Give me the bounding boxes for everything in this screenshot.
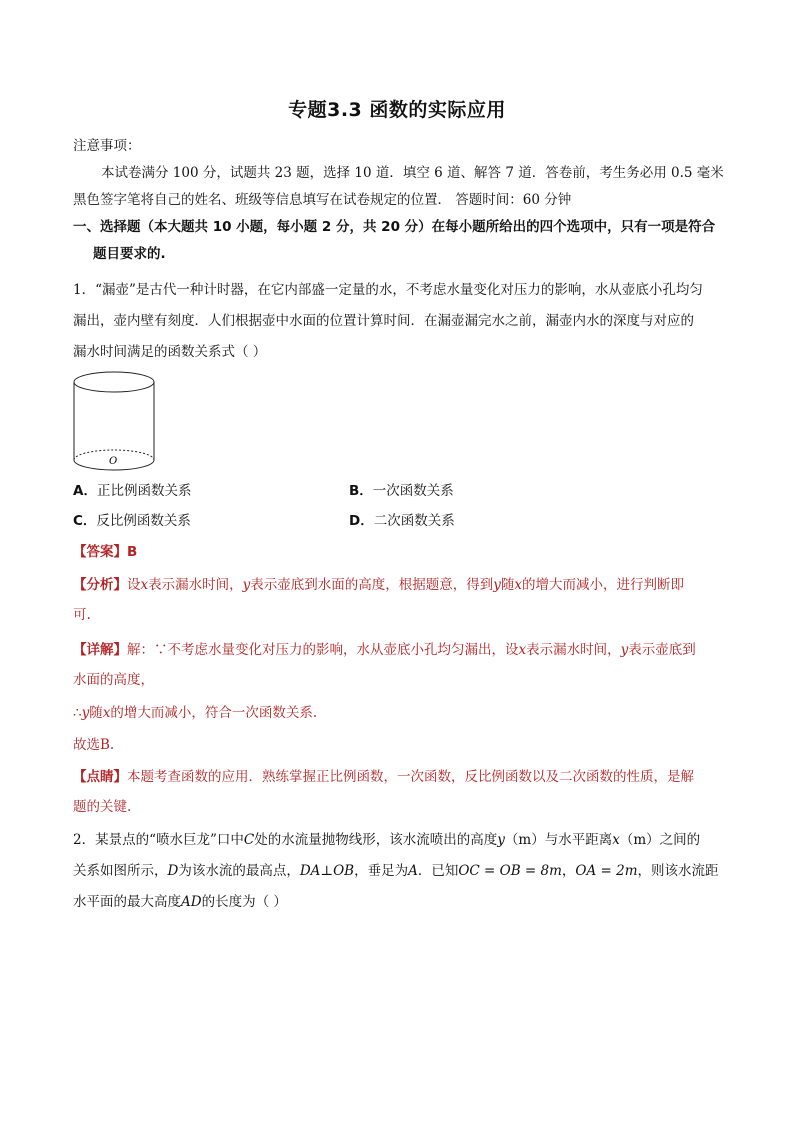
- answer-line: [73, 543, 733, 561]
- comment-line-1: [73, 768, 733, 786]
- option-a-letter: A．: [73, 483, 97, 499]
- detail-text: 的增大而减小，符合一次函数关系.: [110, 705, 318, 721]
- analysis-text: 的增大而减小，进行判断即: [522, 577, 685, 593]
- answer-value: B: [127, 544, 138, 560]
- option-c-letter: C．: [73, 513, 97, 529]
- detail-line-1: [73, 641, 733, 659]
- q2-text: 2．某景点的“喷水巨龙”口中: [73, 832, 244, 848]
- q2-text: 关系如图所示，: [73, 863, 168, 879]
- detail-text: 表示壶底到: [628, 642, 696, 658]
- formula-da-perp-ob: DA⊥OB: [299, 863, 355, 879]
- analysis-text: 随: [500, 577, 515, 593]
- var-y: y: [242, 577, 251, 593]
- var-a: A: [408, 863, 418, 879]
- q2-text: 为该水流的最高点，: [178, 863, 300, 879]
- figure-label-o: O: [109, 456, 118, 467]
- var-x: x: [518, 642, 527, 658]
- question-1-line-1: 1．“漏壶”是古代一种计时器，在它内部盛一定量的水，不考虑水量变化对压力的影响，水从壶底小孔均匀: [73, 282, 703, 298]
- option-d-letter: D．: [349, 513, 374, 529]
- detail-tag: 【详解】: [73, 642, 127, 658]
- therefore-symbol: ∴: [73, 705, 82, 721]
- notice-line-2: 黑色签字笔将自己的姓名、班级等信息填写在试卷规定的位置． 答题时间：60 分钟: [73, 192, 572, 208]
- detail-text: 随: [89, 705, 103, 721]
- analysis-text: 表示漏水时间，: [148, 577, 243, 593]
- detail-text: 表示漏水时间，: [526, 642, 621, 658]
- var-x: x: [612, 832, 620, 848]
- q2-text: （m）之间的: [619, 832, 701, 848]
- page-title: 专题3.3 函数的实际应用: [288, 99, 506, 121]
- question-1-line-2: 漏出，壶内壁有刻度．人们根据壶中水面的位置计算时间．在漏壶漏完水之前，漏壶内水的深度与对应的: [73, 313, 694, 329]
- option-d-text: 二次函数关系: [373, 513, 455, 529]
- analysis-line-1: [73, 576, 733, 594]
- option-c-text: 反比例函数关系: [96, 513, 191, 529]
- option-b: [349, 482, 454, 500]
- analysis-tag: 【分析】: [73, 577, 127, 593]
- var-x: x: [514, 577, 523, 593]
- section-heading-1: 一、选择题（本大题共 10 小题，每小题 2 分，共 20 分）在每小题所给出的四个选项中，只有一项是符合: [73, 219, 716, 235]
- q2-text: ，则该水流距: [637, 863, 719, 879]
- var-y: y: [620, 642, 629, 658]
- var-y: y: [493, 577, 501, 593]
- analysis-line-2: 可.: [73, 607, 91, 623]
- comment-tag: 【点睛】: [73, 769, 127, 785]
- notice-heading: 注意事项：: [73, 138, 141, 154]
- question-2-line-3: [73, 893, 733, 911]
- q2-text: （m）与水平距离: [504, 832, 613, 848]
- analysis-text: 设: [127, 577, 141, 593]
- answer-tag: 【答案】: [73, 544, 127, 560]
- formula-oa: OA = 2m: [575, 863, 638, 879]
- var-y: y: [81, 705, 90, 721]
- detail-text: 解：∵不考虑水量变化对压力的影响，水从壶底小孔均匀漏出，设: [127, 642, 519, 658]
- var-ad: AD: [181, 894, 202, 910]
- comment-line-2: 题的关键.: [73, 799, 132, 815]
- cylinder-figure: [71, 370, 159, 474]
- comment-text: 本题考查函数的应用．熟练掌握正比例函数，一次函数，反比例函数以及二次函数的性质，是解: [127, 769, 694, 785]
- question-2-line-1: [73, 831, 733, 849]
- option-a-text: 正比例函数关系: [96, 483, 192, 499]
- section-heading-2: 题目要求的.: [93, 246, 166, 262]
- var-x: x: [140, 577, 149, 593]
- q2-text: ，: [561, 863, 576, 879]
- option-b-text: 一次函数关系: [372, 483, 454, 499]
- detail-line-2: 水面的高度，: [73, 672, 154, 688]
- question-1-line-3: 漏水时间满足的函数关系式（ ）: [73, 344, 267, 360]
- var-x: x: [102, 705, 111, 721]
- notice-line-1: 本试卷满分 100 分，试题共 23 题，选择 10 道．填空 6 道、解答 7 道．答卷前，考生务必用 0.5 毫米: [101, 165, 724, 181]
- q2-text: 处的水流量抛物线形，该水流喷出的高度: [254, 832, 498, 848]
- option-a: [73, 482, 191, 500]
- detail-line-3: [73, 704, 733, 722]
- q2-text: ，垂足为: [354, 863, 409, 879]
- analysis-text: 表示壶底到水面的高度，根据题意，得到: [250, 577, 494, 593]
- formula-oc-ob: OC = OB = 8m: [458, 863, 562, 879]
- q2-text: ．已知: [417, 863, 459, 879]
- option-c: [73, 512, 191, 530]
- q2-text: 水平面的最大高度: [73, 894, 181, 910]
- var-d: D: [167, 863, 179, 879]
- var-c: C: [243, 832, 255, 848]
- choose-line: 故选B.: [73, 737, 115, 753]
- option-d: [349, 512, 455, 530]
- question-2-line-2: [73, 862, 733, 880]
- var-y: y: [497, 832, 505, 848]
- option-b-letter: B．: [349, 483, 373, 499]
- q2-text: 的长度为（ ）: [201, 894, 287, 910]
